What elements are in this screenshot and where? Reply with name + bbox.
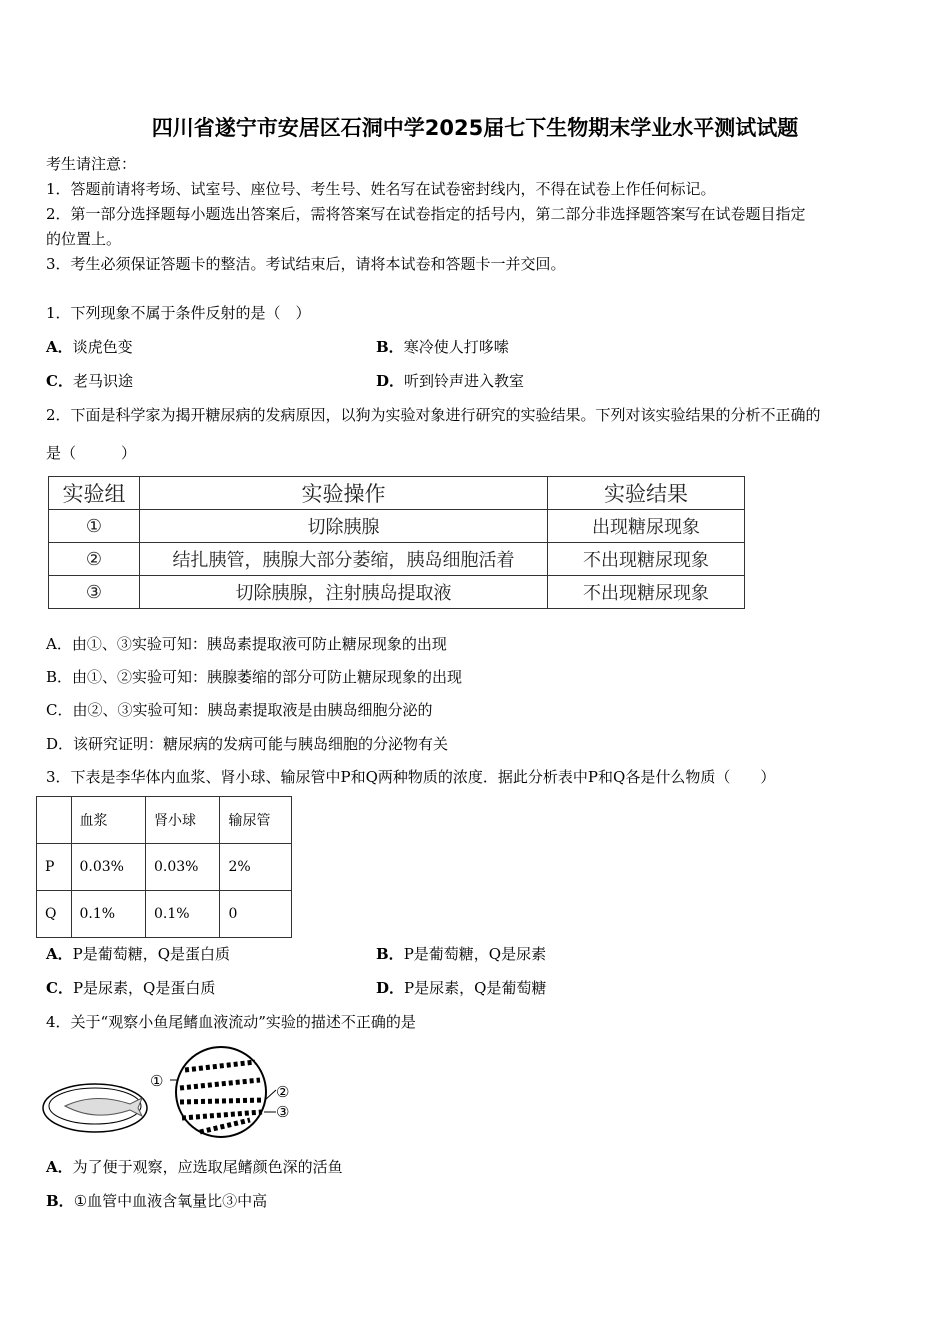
- table-row: ① 切除胰腺 出现糖尿现象: [49, 510, 745, 543]
- q3-option-c: C．P是尿素，Q是蛋白质: [46, 979, 216, 997]
- q3-option-a: A．P是葡萄糖，Q是蛋白质: [46, 945, 231, 963]
- q2-option-a: A．由①、③实验可知：胰岛素提取液可防止糖尿现象的出现: [46, 635, 447, 653]
- fish-blood-flow-figure: [40, 1040, 300, 1140]
- notice-item: 的位置上。: [46, 230, 122, 248]
- experiment-table: [48, 476, 745, 609]
- q1-option-d: D．听到铃声进入教室: [376, 372, 525, 390]
- q2-option-c: C．由②、③实验可知：胰岛素提取液是由胰岛细胞分泌的: [46, 701, 433, 719]
- table-header: 实验结果: [548, 477, 745, 510]
- q1-stem: 1．下列现象不属于条件反射的是（ ）: [46, 304, 311, 322]
- table-header: 实验操作: [140, 477, 548, 510]
- q3-option-b: B．P是葡萄糖，Q是尿素: [376, 945, 547, 963]
- table-row: P 0.03% 0.03% 2%: [37, 844, 292, 891]
- table-row: Q 0.1% 0.1% 0: [37, 891, 292, 938]
- table-row: ② 结扎胰管，胰腺大部分萎缩，胰岛细胞活着 不出现糖尿现象: [49, 543, 745, 576]
- q4-option-b: B．①血管中血液含氧量比③中高: [46, 1192, 268, 1210]
- notice-heading: 考生请注意：: [46, 155, 137, 173]
- q1-option-b: B．寒冷使人打哆嗦: [376, 338, 509, 356]
- table-row: ③ 切除胰腺，注射胰岛提取液 不出现糖尿现象: [49, 576, 745, 609]
- q2-stem-cont: 是（ ）: [46, 444, 137, 462]
- figure-label-2: ②: [276, 1083, 290, 1101]
- q3-option-d: D．P是尿素，Q是葡萄糖: [376, 979, 547, 997]
- q4-stem: 4．关于“观察小鱼尾鳍血液流动”实验的描述不正确的是: [46, 1013, 416, 1031]
- figure-label-1: ①: [150, 1072, 164, 1090]
- concentration-table: 血浆 肾小球 输尿管 P 0.03% 0.03% 2% Q 0.1% 0.1% 0: [36, 796, 292, 938]
- q2-option-d: D．该研究证明：糖尿病的发病可能与胰岛细胞的分泌物有关: [46, 735, 449, 753]
- q1-option-a: A．谈虎色变: [46, 338, 133, 356]
- notice-item: 1．答题前请将考场、试室号、座位号、考生号、姓名写在试卷密封线内，不得在试卷上作任何标记。: [46, 180, 716, 198]
- q2-stem: 2．下面是科学家为揭开糖尿病的发病原因，以狗为实验对象进行研究的实验结果。下列对该实验结果的分析不正确的: [46, 406, 821, 424]
- page-title: 四川省遂宁市安居区石洞中学2025届七下生物期末学业水平测试试题: [151, 116, 799, 140]
- q3-stem: 3．下表是李华体内血浆、肾小球、输尿管中P和Q两种物质的浓度．据此分析表中P和Q各是什么物质（ ）: [46, 768, 776, 786]
- figure-label-3: ③: [276, 1103, 290, 1121]
- notice-item: 3．考生必须保证答题卡的整洁。考试结束后，请将本试卷和答题卡一并交回。: [46, 255, 566, 273]
- notice-item: 2．第一部分选择题每小题选出答案后，需将答案写在试卷指定的括号内，第二部分非选择题答案写在试卷题目指定: [46, 205, 806, 223]
- q1-option-c: C．老马识途: [46, 372, 133, 390]
- table-header: 实验组: [49, 477, 140, 510]
- q4-option-a: A．为了便于观察，应选取尾鳍颜色深的活鱼: [46, 1158, 343, 1176]
- q2-option-b: B．由①、②实验可知：胰腺萎缩的部分可防止糖尿现象的出现: [46, 668, 463, 686]
